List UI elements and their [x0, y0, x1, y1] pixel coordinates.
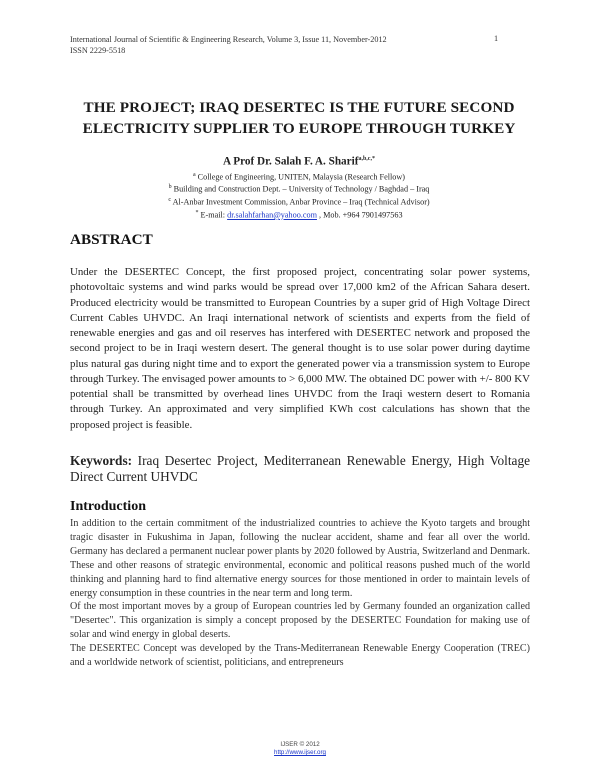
- title-line-1: THE PROJECT; IRAQ DESERTEC IS THE FUTURE SECOND: [83, 99, 515, 116]
- keywords-label: Keywords:: [70, 453, 133, 468]
- keywords: [70, 453, 530, 485]
- author-sup: a,b,c,*: [358, 156, 375, 162]
- intro-paragraph-1: In addition to the certain commitment of the industrialized countries to achieve the Kyoto targets and brought tragic disaster in Fukushima in Japan, following the nuclear accident, shame and fear all over the world. Germany has declared a permanent nuclear power plants by 2020 followed by Austria, Switzerland and Denmark. These and other reasons of strategic environmental, economic and political reasons pushed much of the world thinking and planning hard to find alternative energy sources for those mentioned in order to maintain levels of energy consumption in these countries in the near term and long term.: [70, 518, 530, 599]
- affil-b-sup: b: [168, 184, 172, 191]
- affil-a-sup: a: [192, 171, 196, 178]
- affiliation-c: [64, 195, 534, 208]
- footer-copyright: IJSER © 2012: [280, 741, 320, 748]
- email-label: E-mail:: [198, 210, 228, 220]
- affil-c-text: Al-Anbar Investment Commission, Anbar Province – Iraq (Technical Advisor): [171, 197, 430, 207]
- introduction-body: [70, 517, 530, 670]
- email-link[interactable]: dr.salahfarhan@yahoo.com: [227, 210, 317, 220]
- author-block: [64, 152, 534, 221]
- issn: ISSN 2229-5518: [70, 46, 126, 55]
- page-footer: [0, 741, 600, 757]
- introduction-heading: Introduction: [70, 499, 146, 514]
- contact-line: [64, 208, 534, 221]
- affil-a-text: College of Engineering, UNITEN, Malaysia (Research Fellow): [195, 172, 406, 182]
- keywords-text: Iraq Desertec Project, Mediterranean Renewable Energy, High Voltage Direct Current UHVDC: [70, 453, 530, 484]
- author-name-line: [64, 152, 534, 170]
- journal-line: International Journal of Scientific & Engineering Research, Volume 3, Issue 11, November-2012: [70, 35, 387, 44]
- author-name: A Prof Dr. Salah F. A. Sharif: [223, 155, 359, 168]
- mobile-number: , Mob. +964 7901497563: [316, 210, 403, 220]
- intro-paragraph-2: Of the most important moves by a group of European countries led by Germany founded an organization called "Desertec". This organization is simply a concept proposed by the DESERTEC Foundation for making use of solar and wind energy in global deserts.: [70, 601, 530, 641]
- page-number: 1: [494, 34, 499, 43]
- affiliation-b: [64, 182, 534, 195]
- abstract-heading: ABSTRACT: [70, 231, 153, 248]
- affiliation-a: [64, 170, 534, 183]
- journal-header: [70, 34, 387, 56]
- paper-title: [64, 97, 534, 139]
- affil-b-text: Building and Construction Dept. – University of Technology / Baghdad – Iraq: [171, 185, 430, 195]
- footer-url-link[interactable]: http://www.ijser.org: [274, 749, 326, 756]
- abstract-text: Under the DESERTEC Concept, the first proposed project, concentrating solar power systems, photovoltaic systems and wind parks would be spread over 17,000 km2 of the African Sahara desert. Produced electricity would be transmitted to European Countries by a super grid of High Voltage Direct Current Cables UHVDC. An Iraqi international network of scientists and experts from the field of renewable energies and gas and oil reserves has interfered with DESERTEC network and proposed the second project to be in Iraqi western desert. The general thought is to use solar power during daytime plus natural gas during night time and to export the generated power via a transmission system to Europe through Turkey. The envisaged power amounts to > 6,000 MW. The obtained DC power with +/- 800 KV potential shall be transmitted by overhead lines UHVDC from the Iraqi western desert to Romania through Turkey. An approximated and very simplified KWh cost calculations has shown that the proposed project is feasible.: [70, 266, 530, 431]
- affil-c-sup: c: [168, 197, 171, 204]
- intro-paragraph-3: The DESERTEC Concept was developed by the Trans-Mediterranean Renewable Energy Cooperation (TREC) and a worldwide network of scientist, politicians, and entrepreneurs: [70, 643, 530, 669]
- email-sup: *: [195, 209, 199, 216]
- title-line-2: ELECTRICITY SUPPLIER TO EUROPE THROUGH TURKEY: [82, 120, 516, 137]
